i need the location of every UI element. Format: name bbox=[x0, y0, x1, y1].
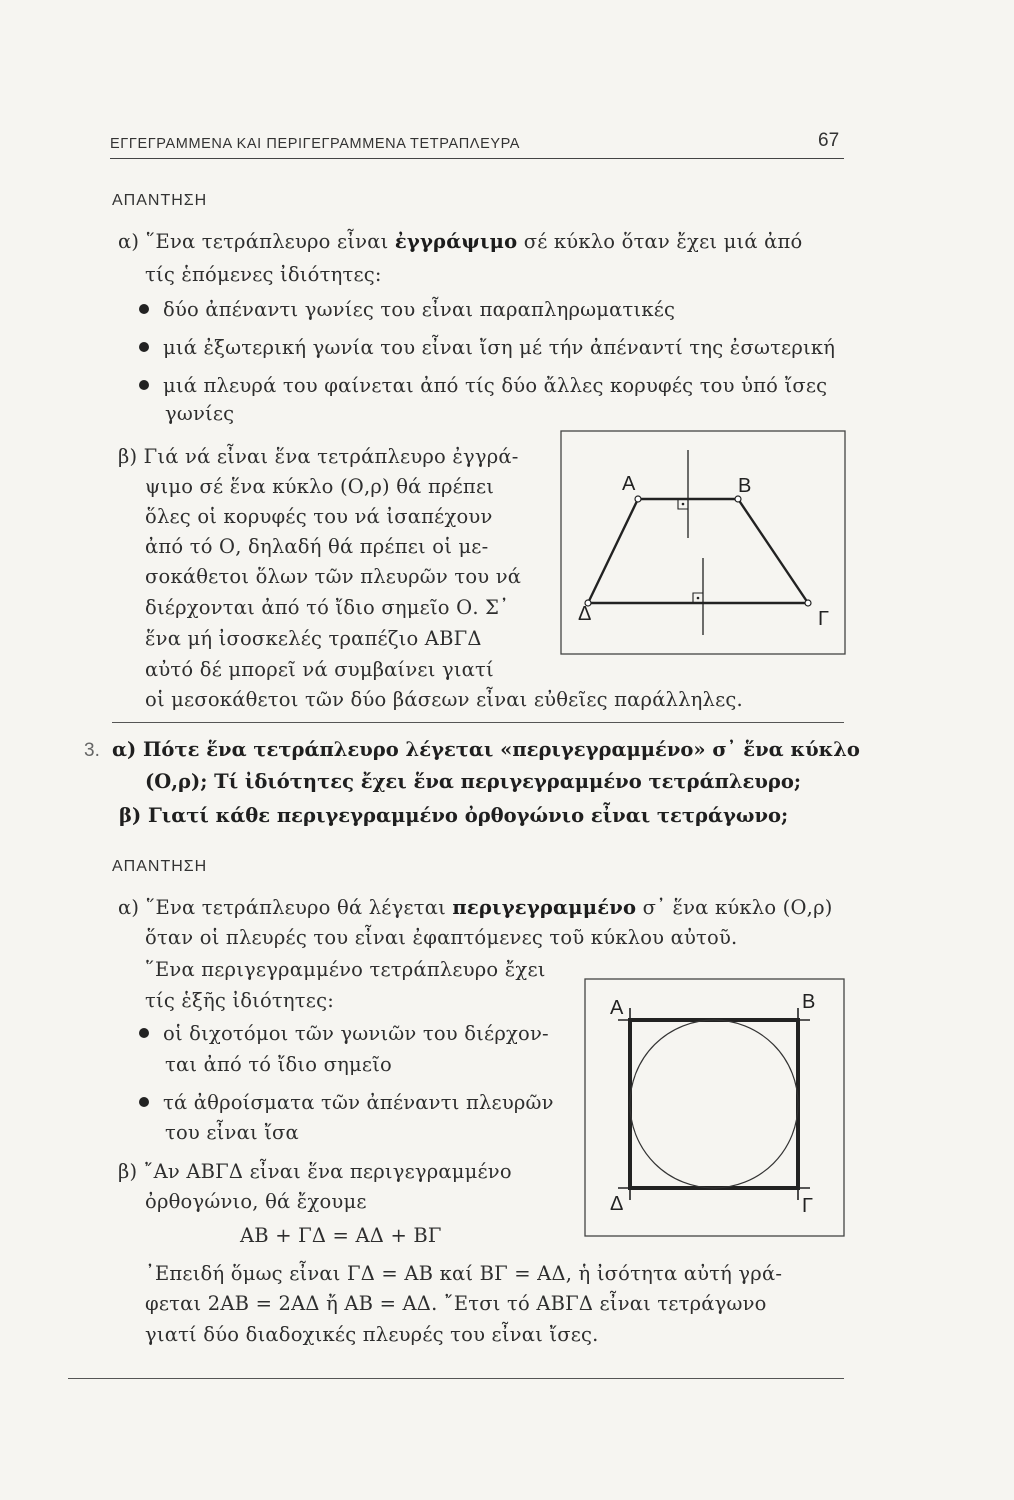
bullet-icon bbox=[139, 342, 149, 352]
label-a: Α bbox=[622, 473, 636, 495]
answer1-b-line8: αὐτό δέ μπορεῖ νά συμβαίνει γιατί bbox=[145, 658, 494, 681]
label-a: Α bbox=[610, 997, 624, 1019]
answer3-a-line3: ῞Ενα περιγεγραμμένο τετράπλευρο ἔχει bbox=[145, 958, 546, 981]
bullet-text: μιά πλευρά του φαίνεται ἀπό τίς δύο ἄλλες κορυφές του ὑπό ἴσες bbox=[163, 374, 828, 397]
square-circle-figure bbox=[584, 978, 846, 1238]
answer3-a-line1 bbox=[118, 898, 833, 918]
answer-heading: ΑΠΑΝΤΗΣΗ bbox=[112, 192, 208, 209]
question3-line3: β) Γιατί κάθε περιγεγραμμένο ὀρθογώνιο εἶναι τετράγωνο; bbox=[119, 804, 789, 827]
conclusion-line3: γιατί δύο διαδοχικές πλευρές του εἶναι ἴσες. bbox=[145, 1323, 599, 1346]
answer3-a-line2: ὅταν οἱ πλευρές του εἶναι ἐφαπτόμενες τοῦ κύκλου αὐτοῦ. bbox=[145, 926, 738, 949]
answer1-a-line2: τίς ἑπόμενες ἰδιότητες: bbox=[145, 263, 382, 286]
vertex-g bbox=[805, 600, 811, 606]
header-rule bbox=[110, 158, 844, 159]
answer3-bullet-1 bbox=[139, 1024, 549, 1044]
running-header: ΕΓΓΕΓΡΑΜΜΕΝΑ ΚΑΙ ΠΕΡΙΓΕΓΡΑΜΜΕΝΑ ΤΕΤΡΑΠΛΕΥΡΑ bbox=[110, 136, 521, 152]
trapezoid bbox=[588, 499, 808, 603]
answer1-bullet-1 bbox=[139, 300, 675, 320]
conclusion-line1: ᾽Επειδή ὅμως εἶναι ΓΔ = ΑΒ καί ΒΓ = ΑΔ, ἡ ἰσότητα αὐτή γρά- bbox=[145, 1262, 783, 1285]
answer3-a-post: σ᾽ ἕνα κύκλο (Ο,ρ) bbox=[636, 896, 833, 919]
right-angle-dot-2 bbox=[697, 597, 700, 600]
question3-line2: (Ο,ρ); Τί ἰδιότητες ἔχει ἕνα περιγεγραμμένο τετράπλευρο; bbox=[145, 770, 802, 793]
label-b: Β bbox=[802, 991, 816, 1013]
answer3-b-line2: ὀρθογώνιο, θά ἔχουμε bbox=[145, 1190, 367, 1213]
label-d: Δ bbox=[610, 1193, 624, 1215]
answer1-bullet-3-cont: γωνίες bbox=[165, 402, 235, 425]
right-angle-dot-1 bbox=[682, 503, 685, 506]
answer1-b-line3: ὅλες οἱ κορυφές του νά ἰσαπέχουν bbox=[145, 505, 493, 528]
inscribed-circle bbox=[630, 1020, 798, 1188]
answer1-a-post: σέ κύκλο ὅταν ἔχει μιά ἀπό bbox=[517, 230, 803, 253]
bottom-rule bbox=[68, 1378, 844, 1379]
bullet-icon bbox=[139, 304, 149, 314]
answer1-bullet-3 bbox=[139, 376, 827, 396]
conclusion-line2: φεται 2ΑΒ = 2ΑΔ ἤ ΑΒ = ΑΔ. ῎Ετσι τό ΑΒΓΔ εἶναι τετράγωνο bbox=[145, 1292, 767, 1315]
label-g: Γ bbox=[802, 1195, 814, 1217]
answer1-b-line2: ψιμο σέ ἕνα κύκλο (Ο,ρ) θά πρέπει bbox=[145, 475, 495, 498]
answer1-a-line1 bbox=[118, 232, 802, 252]
bullet-text: οἱ διχοτόμοι τῶν γωνιῶν του διέρχον- bbox=[163, 1022, 549, 1045]
answer3-bullet-2-cont: του εἶναι ἴσα bbox=[165, 1121, 299, 1144]
answer1-b-line6: διέρχονται ἀπό τό ἴδιο σημεῖο Ο. Σ᾽ bbox=[145, 596, 510, 619]
label-b: Β bbox=[738, 475, 752, 497]
term-inscribable: ἐγγράψιμο bbox=[394, 230, 518, 253]
term-circumscribed: περιγεγραμμένο bbox=[452, 896, 637, 919]
answer1-b-line4: ἀπό τό Ο, δηλαδή θά πρέπει οἱ με- bbox=[145, 535, 489, 558]
answer1-b-line1: β) Γιά νά εἶναι ἕνα τετράπλευρο ἐγγρά- bbox=[118, 445, 519, 468]
bullet-icon bbox=[139, 1028, 149, 1038]
bullet-icon bbox=[139, 1097, 149, 1107]
label-d: Δ bbox=[578, 603, 592, 625]
question-number: 3. bbox=[84, 740, 100, 761]
answer3-b-line1: β) ῎Αν ΑΒΓΔ εἶναι ἕνα περιγεγραμμένο bbox=[118, 1160, 512, 1183]
answer3-a-line4: τίς ἑξῆς ἰδιότητες: bbox=[145, 989, 334, 1012]
formula: ΑΒ + ΓΔ = ΑΔ + ΒΓ bbox=[240, 1224, 442, 1247]
page-number: 67 bbox=[818, 130, 840, 151]
label-g: Γ bbox=[818, 608, 830, 630]
answer1-a-pre: α) ῞Ενα τετράπλευρο εἶναι bbox=[118, 230, 395, 253]
bullet-text: δύο ἀπέναντι γωνίες του εἶναι παραπληρωματικές bbox=[163, 298, 676, 321]
question3-line1: α) Πότε ἕνα τετράπλευρο λέγεται «περιγεγραμμένο» σ᾽ ἕνα κύκλο bbox=[112, 738, 860, 761]
bullet-text: τά ἀθροίσματα τῶν ἀπέναντι πλευρῶν bbox=[163, 1091, 554, 1114]
bullet-text: μιά ἐξωτερική γωνία του εἶναι ἴση μέ τήν ἀπέναντί της ἐσωτερική bbox=[163, 336, 836, 359]
answer1-b-line7: ἕνα μή ἰσοσκελές τραπέζιο ΑΒΓΔ bbox=[145, 627, 482, 650]
answer3-bullet-1-cont: ται ἀπό τό ἴδιο σημεῖο bbox=[165, 1053, 392, 1076]
trapezoid-figure bbox=[560, 430, 850, 660]
answer3-a-pre: α) ῞Ενα τετράπλευρο θά λέγεται bbox=[118, 896, 453, 919]
vertex-a bbox=[635, 496, 641, 502]
answer1-b-line5: σοκάθετοι ὅλων τῶν πλευρῶν του νά bbox=[145, 565, 522, 588]
bullet-icon bbox=[139, 380, 149, 390]
answer1-b-last: οἱ μεσοκάθετοι τῶν δύο βάσεων εἶναι εὐθεῖες παράλληλες. bbox=[145, 688, 743, 711]
answer-heading-2: ΑΠΑΝΤΗΣΗ bbox=[112, 858, 208, 875]
answer1-bullet-2 bbox=[139, 338, 835, 358]
square bbox=[630, 1020, 798, 1188]
answer3-bullet-2 bbox=[139, 1093, 554, 1113]
section-separator bbox=[112, 722, 844, 723]
